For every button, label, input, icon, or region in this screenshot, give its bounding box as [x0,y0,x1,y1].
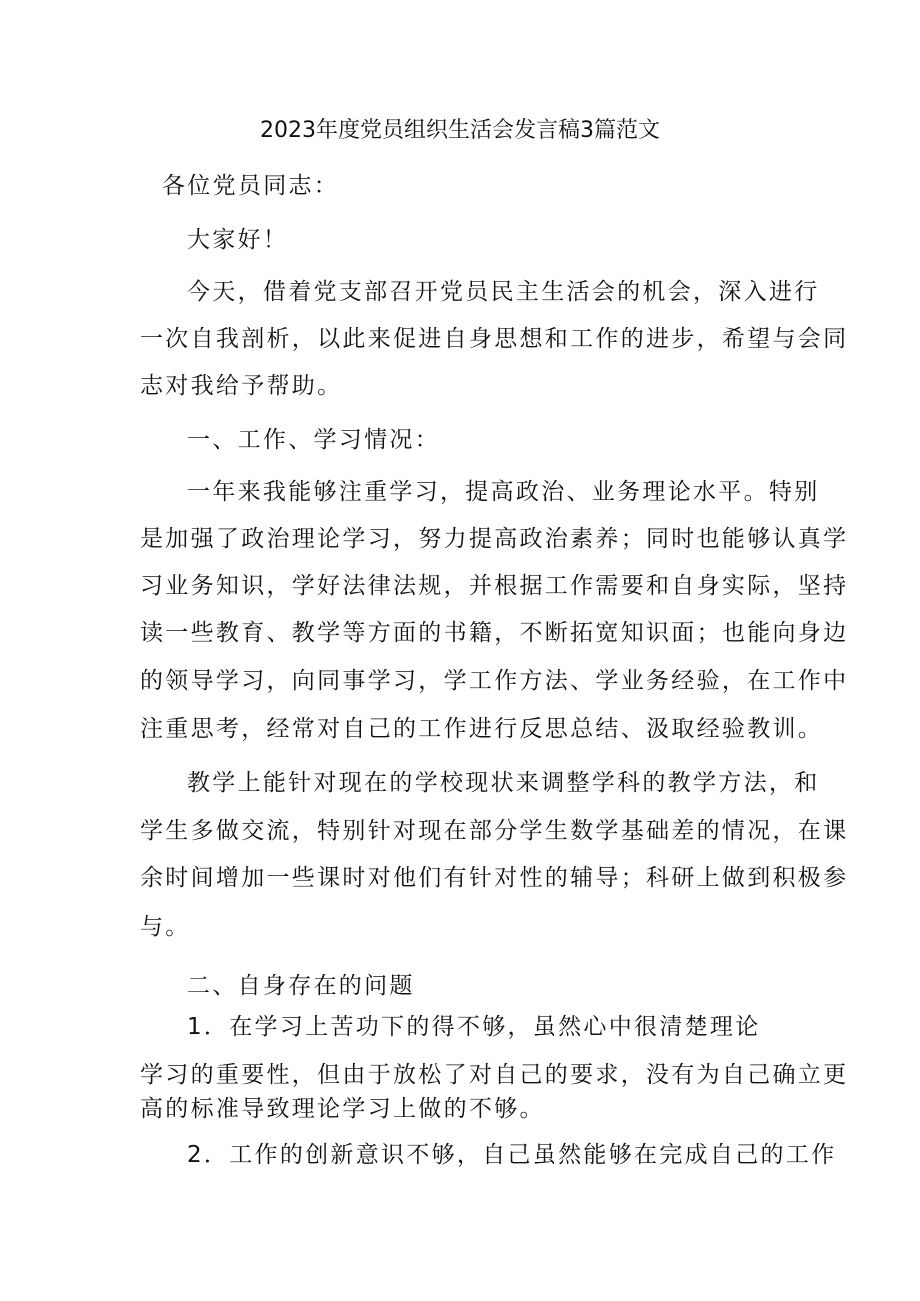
section1-heading: 一、工作、学习情况： [187,427,440,453]
section1-para1-line: 是加强了政治理论学习，努力提高政治素养；同时也能够认真学 [140,526,849,552]
section2-heading: 二、自身存在的问题 [187,973,415,999]
section1-para1-line: 的领导学习，向同事学习，学工作方法、学业务经验，在工作中 [140,668,849,694]
intro-line: 志对我给予帮助。 [140,373,343,399]
section1-para1-line: 注重思考，经常对自己的工作进行反思总结、汲取经验教训。 [140,716,824,742]
section2-item1-line: 1．在学习上苦功下的得不够，虽然心中很清楚理论 [187,1014,761,1040]
document-title: 2023年度党员组织生活会发言稿3篇范文 [260,118,660,143]
intro-line: 今天，借着党支部召开党员民主生活会的机会，深入进行 [187,279,820,305]
section1-para1-line: 一年来我能够注重学习，提高政治、业务理论水平。特别 [187,479,820,505]
section1-para2-line: 与。 [140,914,191,940]
section2-item1-line: 高的标准导致理论学习上做的不够。 [140,1096,545,1122]
section1-para2-line: 学生多做交流，特别针对现在部分学生数学基础差的情况，在课 [140,818,849,844]
section1-para2-line: 教学上能针对现在的学校现状来调整学科的教学方法，和 [187,770,820,796]
section1-para1-line: 读一些教育、教学等方面的书籍，不断拓宽知识面；也能向身边 [140,620,849,646]
greeting: 大家好！ [187,227,289,253]
salutation: 各位党员同志： [162,173,340,199]
section2-item1-line: 学习的重要性，但由于放松了对自己的要求，没有为自己确立更 [140,1062,849,1088]
section1-para1-line: 习业务知识，学好法律法规，并根据工作需要和自身实际，坚持 [140,573,849,599]
section1-para2-line: 余时间增加一些课时对他们有针对性的辅导；科研上做到积极参 [140,865,849,891]
section2-item2-line: 2．工作的创新意识不够，自己虽然能够在完成自己的工作 [187,1142,837,1168]
intro-line: 一次自我剖析，以此来促进自身思想和工作的进步，希望与会同 [140,326,849,352]
